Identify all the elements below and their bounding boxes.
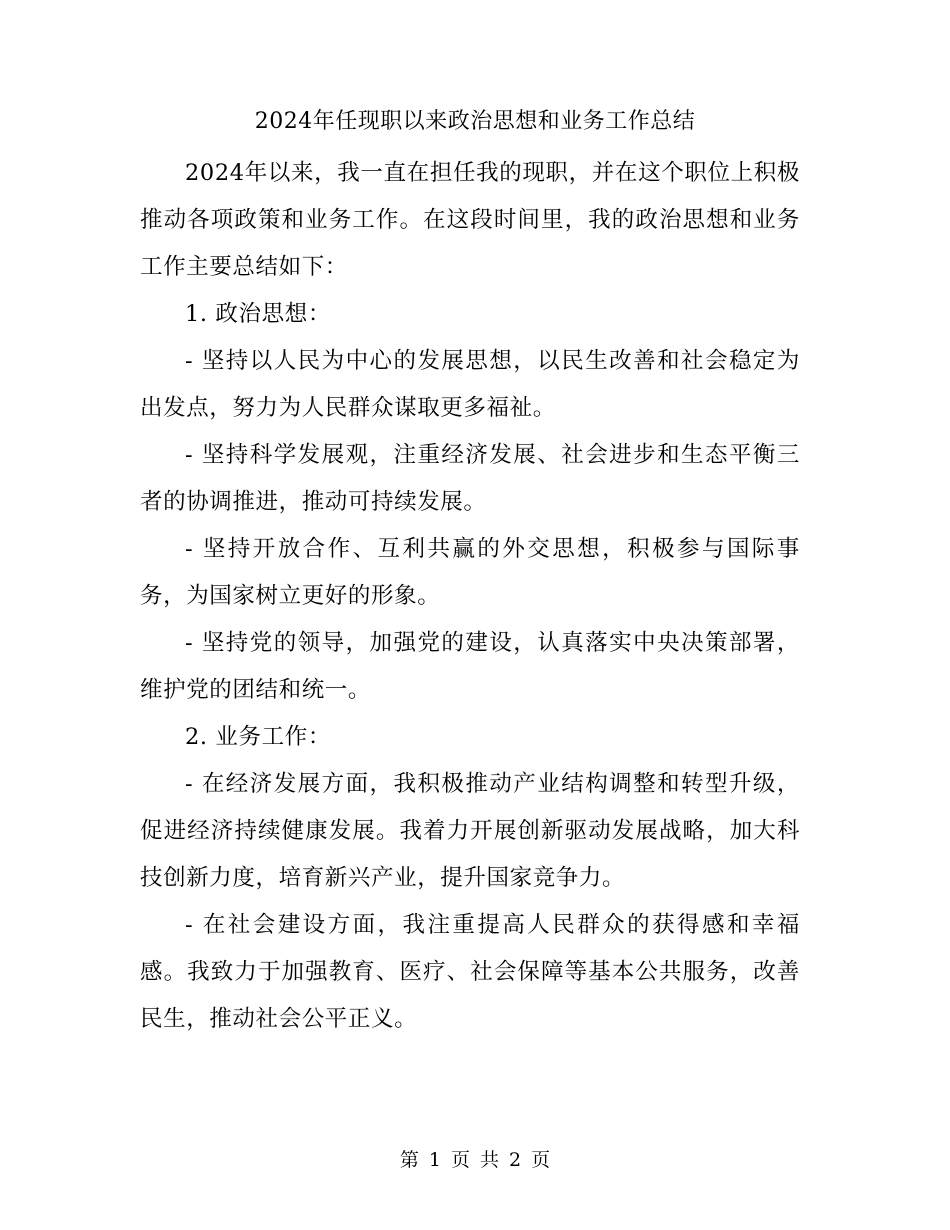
document-title: 2024年任现职以来政治思想和业务工作总结 <box>254 109 696 134</box>
paragraph-political-2: - 坚持科学发展观，注重经济发展、社会进步和生态平衡三者的协调推进，推动可持续发展。 <box>140 442 800 515</box>
page-number-footer: 第 1 页 共 2 页 <box>399 1149 551 1171</box>
paragraph-business-1: - 在经济发展方面，我积极推动产业结构调整和转型升级，促进经济持续健康发展。我着力开展创新驱动发展战略，加大科技创新力度，培育新兴产业，提升国家竞争力。 <box>140 771 800 891</box>
paragraph-business-2: - 在社会建设方面，我注重提高人民群众的获得感和幸福感。我致力于加强教育、医疗、社会保障等基本公共服务，改善民生，推动社会公平正义。 <box>140 912 800 1032</box>
paragraph-political-4: - 坚持党的领导，加强党的建设，认真落实中央决策部署，维护党的团结和统一。 <box>140 630 800 703</box>
document-body <box>140 150 800 1043</box>
section-heading-political: 1. 政治思想： <box>185 301 331 327</box>
paragraph-intro: 2024年以来，我一直在担任我的现职，并在这个职位上积极推动各项政策和业务工作。在这段时间里，我的政治思想和业务工作主要总结如下： <box>140 160 800 280</box>
paragraph-political-3: - 坚持开放合作、互利共赢的外交思想，积极参与国际事务，为国家树立更好的形象。 <box>140 536 800 609</box>
paragraph-political-1: - 坚持以人民为中心的发展思想，以民生改善和社会稳定为出发点，努力为人民群众谋取更多福祉。 <box>140 348 800 421</box>
section-heading-business: 2. 业务工作： <box>185 724 331 750</box>
